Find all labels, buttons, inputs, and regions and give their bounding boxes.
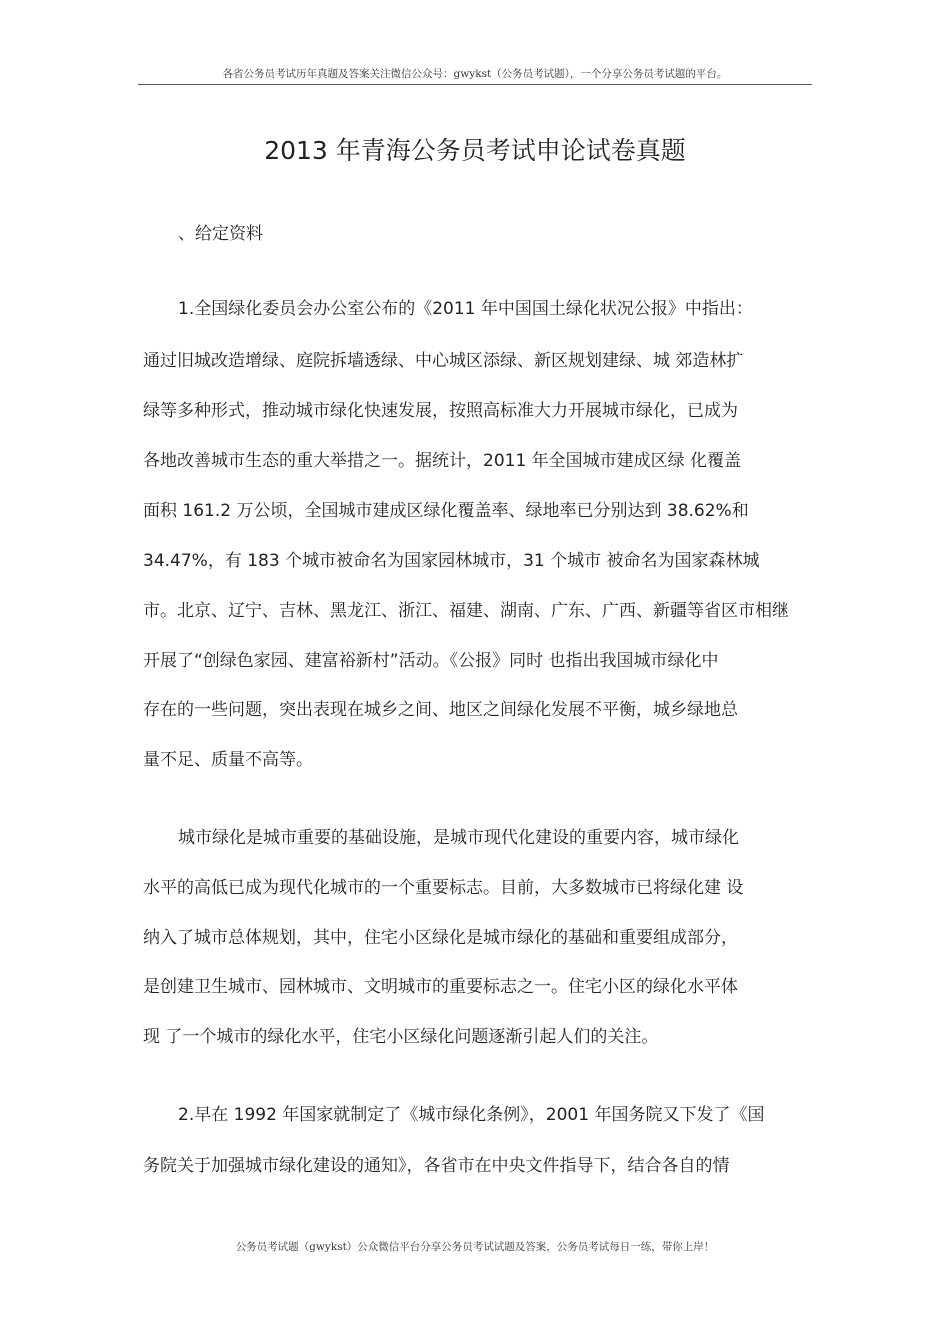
paragraph-1-line-5: 面积 161.2 万公顷，全国城市建成区绿化覆盖率、绿地率已分别达到 38.62%和 [143, 501, 749, 521]
paragraph-2-line-2: 水平的高低已成为现代化城市的一个重要标志。目前，大多数城市已将绿化建 设 [143, 878, 744, 898]
paragraph-3-line-1: 2.早在 1992 年国家就制定了《城市绿化条例》，2001 年国务院又下发了《国 [178, 1105, 765, 1125]
paragraph-1-line-6: 34.47%，有 183 个城市被命名为国家园林城市，31 个城市 被命名为国家森林城 [143, 551, 760, 571]
paragraph-1-line-1: 1.全国绿化委员会办公室公布的《2011 年中国国土绿化状况公报》中指出： [178, 299, 753, 319]
paragraph-2-line-5: 现 了一个城市的绿化水平，住宅小区绿化问题逐渐引起人们的关注。 [143, 1027, 659, 1047]
paragraph-2-line-1: 城市绿化是城市重要的基础设施，是城市现代化建设的重要内容，城市绿化 [178, 828, 739, 848]
paragraph-1-line-8: 开展了“创绿色家园、建富裕新村”活动。《公报》同时 也指出我国城市绿化中 [143, 651, 719, 671]
paragraph-1-line-2: 通过旧城改造增绿、庭院拆墙透绿、中心城区添绿、新区规划建绿、城 郊造林扩 [143, 351, 744, 371]
header-divider [138, 84, 812, 85]
paragraph-2-line-3: 纳入了城市总体规划，其中，住宅小区绿化是城市绿化的基础和重要组成部分， [143, 928, 738, 948]
paragraph-1-line-9: 存在的一些问题，突出表现在城乡之间、地区之间绿化发展不平衡，城乡绿地总 [143, 700, 738, 720]
paragraph-3-line-2: 务院关于加强城市绿化建设的通知》，各省市在中央文件指导下，结合各自的情 [143, 1156, 730, 1176]
paragraph-1-line-4: 各地改善城市生态的重大举措之一。据统计，2011 年全国城市建成区绿 化覆盖 [143, 451, 742, 471]
page-footer-note: 公务员考试题（gwykst）公众微信平台分享公务员考试试题及答案，公务员考试每日一练，带你上岸！ [235, 1241, 715, 1253]
paragraph-2-line-4: 是创建卫生城市、园林城市、文明城市的重要标志之一。住宅小区的绿化水平体 [143, 977, 738, 997]
page-header-note: 各省公务员考试历年真题及答案关注微信公众号：gwykst（公务员考试题），一个分享公务员考试题的平台。 [222, 68, 728, 80]
paragraph-1-line-3: 绿等多种形式，推动城市绿化快速发展，按照高标准大力开展城市绿化，已成为 [143, 401, 738, 421]
section-heading: 、给定资料 [178, 224, 263, 244]
paragraph-1-line-7: 市。北京、辽宁、吉林、黑龙江、浙江、福建、湖南、广东、广西、新疆等省区市相继 [143, 601, 789, 621]
document-title: 2013 年青海公务员考试申论试卷真题 [264, 136, 686, 165]
paragraph-1-line-10: 量不足、质量不高等。 [143, 750, 313, 770]
